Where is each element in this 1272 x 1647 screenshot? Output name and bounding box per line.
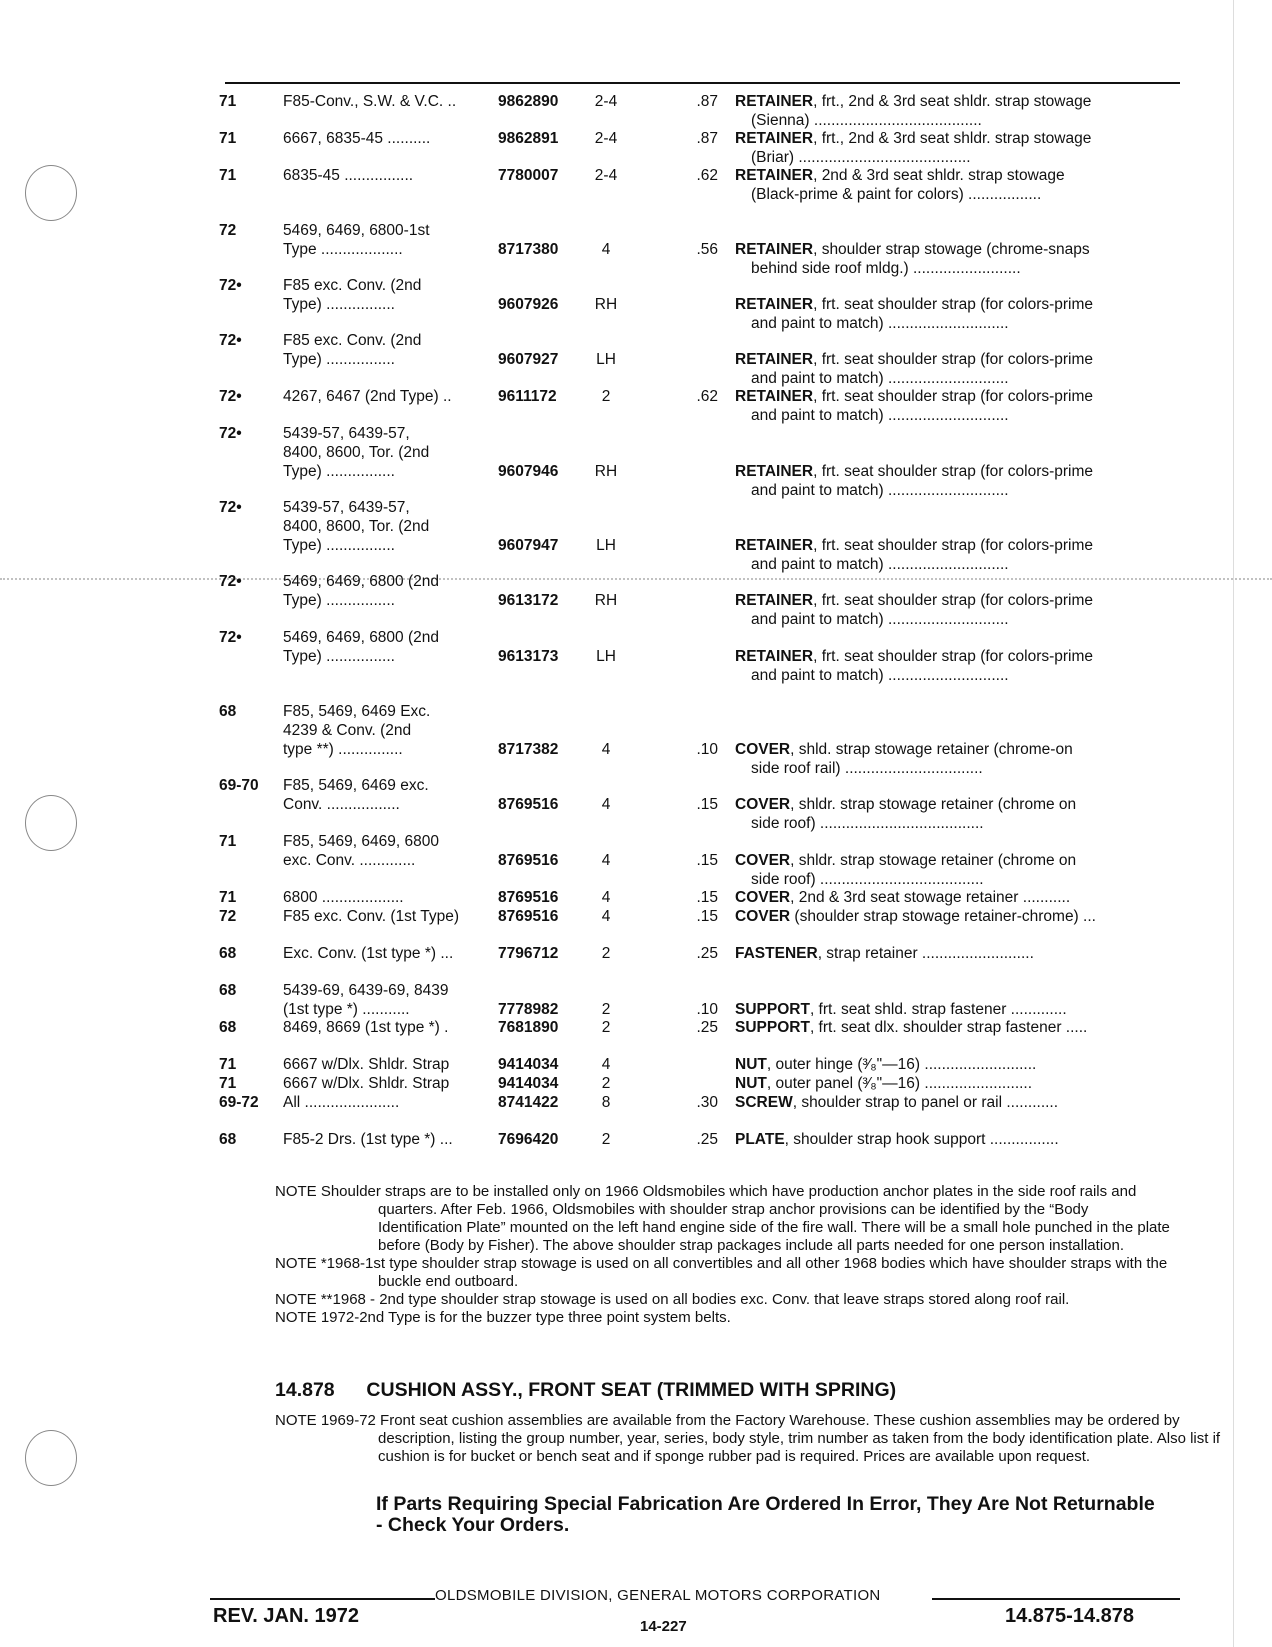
- description-continuation: and paint to match) ............................: [751, 482, 1009, 499]
- part-description: , shldr. strap stowage retainer (chrome on: [790, 796, 1077, 813]
- price-cell: .62: [696, 167, 718, 184]
- year-cell: 71: [219, 833, 237, 850]
- notes-block: [275, 1183, 1175, 1327]
- description-line: [735, 240, 1175, 259]
- price-cell: .15: [696, 908, 718, 925]
- year-cell: 71: [219, 889, 237, 906]
- part-number-cell: 9607927: [498, 351, 559, 368]
- year-cell: 68: [219, 1131, 237, 1148]
- description-line: [735, 907, 1175, 926]
- part-number-cell: 7778982: [498, 1001, 559, 1018]
- part-number-cell: 9607926: [498, 296, 559, 313]
- description-line: [735, 387, 1175, 406]
- quantity-cell: 4: [601, 908, 611, 925]
- model-line: F85 exc. Conv. (2nd: [283, 332, 422, 349]
- year-cell: 72•: [219, 277, 242, 294]
- model-line: Type) ................: [283, 463, 395, 480]
- model-line: Type) ................: [283, 648, 395, 665]
- page-number: 14-227: [640, 1618, 687, 1635]
- part-number-cell: 8769516: [498, 908, 559, 925]
- part-number-cell: 9613172: [498, 592, 559, 609]
- part-name: NUT: [735, 1056, 767, 1073]
- price-cell: .10: [696, 1001, 718, 1018]
- model-cell: [283, 1093, 493, 1112]
- quantity-cell: RH: [594, 463, 618, 480]
- model-line: F85, 5469, 6469 exc.: [283, 777, 429, 794]
- year-cell: 68: [219, 703, 237, 720]
- description-cell: [735, 129, 1175, 167]
- model-line: 4267, 6467 (2nd Type) ..: [283, 388, 452, 405]
- part-name: COVER: [735, 889, 791, 906]
- model-cell: [283, 129, 493, 148]
- note: NOTE **1968 - 2nd type shoulder strap stowage is used on all bodies exc. Conv. that leave straps stored along roof rail.: [275, 1291, 1070, 1308]
- part-name: SCREW: [735, 1094, 793, 1111]
- part-number-cell: 8769516: [498, 852, 559, 869]
- model-line: 6667 w/Dlx. Shldr. Strap: [283, 1056, 450, 1073]
- model-cell: [283, 907, 493, 926]
- part-description: (shoulder strap stowage retainer-chrome) ...: [790, 908, 1096, 925]
- description-cell: [735, 1130, 1175, 1149]
- footer-rule-left: [210, 1598, 435, 1600]
- quantity-cell: 2: [601, 1019, 611, 1036]
- quantity-cell: 2: [601, 1001, 611, 1018]
- part-number-cell: 8741422: [498, 1094, 559, 1111]
- description-line: [735, 1093, 1175, 1112]
- model-cell: [283, 702, 493, 759]
- price-cell: .25: [696, 945, 718, 962]
- description-cell: [735, 350, 1175, 388]
- quantity-cell: 2: [601, 1131, 611, 1148]
- year-cell: 72•: [219, 573, 242, 590]
- description-cell: [735, 387, 1175, 425]
- footer-rule-right: [932, 1598, 1180, 1600]
- part-description: , shoulder strap stowage (chrome-snaps: [813, 241, 1090, 258]
- model-cell: [283, 166, 493, 185]
- model-cell: [283, 572, 493, 610]
- quantity-cell: 8: [601, 1094, 611, 1111]
- price-cell: .25: [696, 1019, 718, 1036]
- part-number-cell: 9611172: [498, 388, 557, 405]
- part-name: RETAINER: [735, 130, 814, 147]
- note: NOTE 1972-2nd Type is for the buzzer type three point system belts.: [275, 1309, 731, 1326]
- part-name: RETAINER: [735, 463, 814, 480]
- model-cell: [283, 331, 493, 369]
- part-description: , frt. seat shoulder strap (for colors-prime: [813, 537, 1094, 554]
- description-cell: [735, 740, 1175, 778]
- year-cell: 71: [219, 93, 237, 110]
- part-name: RETAINER: [735, 296, 814, 313]
- description-cell: [735, 944, 1175, 963]
- footer-division: OLDSMOBILE DIVISION, GENERAL MOTORS CORPORATION: [435, 1587, 881, 1604]
- model-line: 4239 & Conv. (2nd: [283, 722, 412, 739]
- part-description: , shldr. strap stowage retainer (chrome on: [790, 852, 1077, 869]
- description-cell: [735, 1074, 1175, 1093]
- model-line: Type) ................: [283, 296, 395, 313]
- part-number-cell: 9414034: [498, 1056, 559, 1073]
- year-cell: 71: [219, 130, 237, 147]
- part-description: , frt. seat shoulder strap (for colors-prime: [813, 388, 1094, 405]
- part-description: , shld. strap stowage retainer (chrome-on: [790, 741, 1073, 758]
- description-cell: [735, 1093, 1175, 1112]
- model-line: Type) ................: [283, 537, 395, 554]
- description-continuation: and paint to match) ............................: [751, 667, 1009, 684]
- quantity-cell: 4: [601, 741, 611, 758]
- quantity-cell: 4: [601, 241, 611, 258]
- quantity-cell: 2: [601, 1075, 611, 1092]
- part-name: NUT: [735, 1075, 767, 1092]
- part-number-cell: 9607946: [498, 463, 559, 480]
- model-cell: [283, 498, 493, 555]
- part-number-cell: 9414034: [498, 1075, 559, 1092]
- model-line: 5469, 6469, 6800-1st: [283, 222, 430, 239]
- price-cell: .30: [696, 1094, 718, 1111]
- description-cell: [735, 536, 1175, 574]
- model-cell: [283, 888, 493, 907]
- year-cell: 72•: [219, 425, 242, 442]
- year-cell: 72•: [219, 332, 242, 349]
- description-line: [735, 944, 1175, 963]
- description-continuation: and paint to match) ............................: [751, 611, 1009, 628]
- part-description: , 2nd & 3rd seat stowage retainer ...........: [790, 889, 1071, 906]
- description-line: [735, 591, 1175, 610]
- part-number-cell: 9862891: [498, 130, 559, 147]
- part-description: , outer hinge (³⁄₈"—16) ..........................: [766, 1056, 1037, 1073]
- description-line: [735, 536, 1175, 555]
- part-description: , frt. seat shoulder strap (for colors-prime: [813, 463, 1094, 480]
- part-description: , shoulder strap hook support ................: [784, 1131, 1059, 1148]
- model-line: Exc. Conv. (1st type *) ...: [283, 945, 454, 962]
- part-number-cell: 8769516: [498, 796, 559, 813]
- description-continuation: (Briar) ........................................: [751, 149, 971, 166]
- model-line: 5439-69, 6439-69, 8439: [283, 982, 449, 999]
- part-name: SUPPORT: [735, 1001, 810, 1018]
- model-cell: [283, 424, 493, 481]
- description-continuation: and paint to match) ............................: [751, 315, 1009, 332]
- scan-artifact: [0, 578, 1272, 584]
- model-line: F85-2 Drs. (1st type *) ...: [283, 1131, 453, 1148]
- model-cell: [283, 221, 493, 259]
- description-cell: [735, 462, 1175, 500]
- model-line: 5439-57, 6439-57,: [283, 499, 410, 516]
- description-cell: [735, 591, 1175, 629]
- part-description: , frt. seat dlx. shoulder strap fastener .....: [809, 1019, 1088, 1036]
- part-name: PLATE: [735, 1131, 785, 1148]
- year-cell: 72•: [219, 388, 242, 405]
- price-cell: .25: [696, 1131, 718, 1148]
- section-note: NOTE 1969-72 Front seat cushion assemblies are available from the Factory Warehouse. These cushion assemblies may be ordered by description, listing the group number, year, series, body style, trim number as taken from the body identification plate. Also list if cushion is for bucket or bench seat and if sponge rubber pad is required. Prices are available upon request.: [275, 1412, 1221, 1465]
- part-number-cell: 8769516: [498, 889, 559, 906]
- year-cell: 72: [219, 908, 237, 925]
- part-name: RETAINER: [735, 241, 814, 258]
- quantity-cell: 2-4: [594, 167, 618, 184]
- model-cell: [283, 1055, 493, 1074]
- model-line: F85-Conv., S.W. & V.C. ..: [283, 93, 457, 110]
- year-cell: 69-72: [219, 1094, 259, 1111]
- revision-date: REV. JAN. 1972: [213, 1605, 360, 1627]
- part-number-cell: 7780007: [498, 167, 559, 184]
- description-line: [735, 1000, 1175, 1019]
- part-name: SUPPORT: [735, 1019, 810, 1036]
- quantity-cell: LH: [596, 351, 616, 368]
- model-line: All ......................: [283, 1094, 400, 1111]
- model-cell: [283, 387, 493, 406]
- description-line: [735, 888, 1175, 907]
- quantity-cell: 4: [601, 889, 611, 906]
- model-line: F85 exc. Conv. (1st Type): [283, 908, 460, 925]
- part-name: FASTENER: [735, 945, 818, 962]
- punch-hole: [25, 1430, 77, 1486]
- description-cell: [735, 1018, 1175, 1037]
- year-cell: 72•: [219, 629, 242, 646]
- description-line: [735, 1018, 1175, 1037]
- part-name: COVER: [735, 741, 791, 758]
- price-cell: .10: [696, 741, 718, 758]
- year-cell: 69-70: [219, 777, 259, 794]
- description-continuation: side roof) ......................................: [751, 871, 984, 888]
- description-cell: [735, 1000, 1175, 1019]
- part-description: , strap retainer ..........................: [817, 945, 1034, 962]
- description-cell: [735, 907, 1175, 926]
- description-cell: [735, 240, 1175, 278]
- year-cell: 68: [219, 982, 237, 999]
- description-cell: [735, 295, 1175, 333]
- model-cell: [283, 276, 493, 314]
- description-line: [735, 851, 1175, 870]
- quantity-cell: 2: [601, 945, 611, 962]
- section-title: CUSHION ASSY., FRONT SEAT (TRIMMED WITH SPRING): [366, 1379, 897, 1401]
- punch-hole: [25, 165, 77, 221]
- price-cell: .15: [696, 889, 718, 906]
- price-cell: .56: [696, 241, 718, 258]
- model-line: F85, 5469, 6469 Exc.: [283, 703, 431, 720]
- warning-text: If Parts Requiring Special Fabrication Are Ordered In Error, They Are Not Returnable - Check Your Orders.: [376, 1493, 1155, 1536]
- model-cell: [283, 92, 493, 111]
- part-description: , outer panel (³⁄₈"—16) .........................: [766, 1075, 1033, 1092]
- model-line: 6835-45 ................: [283, 167, 414, 184]
- quantity-cell: RH: [594, 296, 618, 313]
- part-name: RETAINER: [735, 351, 814, 368]
- price-cell: .62: [696, 388, 718, 405]
- note: NOTE *1968-1st type shoulder strap stowage is used on all convertibles and all other 1968 bodies which have shoulder straps with the buckle end outboard.: [275, 1255, 1168, 1290]
- model-line: Type ...................: [283, 241, 403, 258]
- description-continuation: and paint to match) ............................: [751, 556, 1009, 573]
- model-line: 6667 w/Dlx. Shldr. Strap: [283, 1075, 450, 1092]
- scan-edge: [1233, 0, 1234, 1647]
- section-range: 14.875-14.878: [1005, 1605, 1135, 1627]
- punch-hole: [25, 795, 77, 851]
- model-cell: [283, 1018, 493, 1037]
- model-line: 6667, 6835-45 ..........: [283, 130, 431, 147]
- quantity-cell: 2-4: [594, 130, 618, 147]
- part-name: RETAINER: [735, 537, 814, 554]
- description-continuation: (Sienna) .......................................: [751, 112, 982, 129]
- description-continuation: side roof) ......................................: [751, 815, 984, 832]
- model-line: 5469, 6469, 6800 (2nd: [283, 573, 439, 590]
- part-number-cell: 9613173: [498, 648, 559, 665]
- price-cell: .87: [696, 130, 718, 147]
- year-cell: 71: [219, 1075, 237, 1092]
- description-line: [735, 1130, 1175, 1149]
- part-name: COVER: [735, 852, 791, 869]
- description-cell: [735, 647, 1175, 685]
- model-line: Type) ................: [283, 351, 395, 368]
- section-heading: [275, 1381, 896, 1400]
- model-line: F85 exc. Conv. (2nd: [283, 277, 422, 294]
- year-cell: 71: [219, 167, 237, 184]
- description-line: [735, 166, 1175, 185]
- model-cell: [283, 1074, 493, 1093]
- part-number-cell: 8717382: [498, 741, 559, 758]
- model-cell: [283, 981, 493, 1019]
- part-name: RETAINER: [735, 388, 814, 405]
- part-description: , frt. seat shoulder strap (for colors-prime: [813, 592, 1094, 609]
- year-cell: 71: [219, 1056, 237, 1073]
- model-cell: [283, 628, 493, 666]
- quantity-cell: 4: [601, 852, 611, 869]
- part-description: , shoulder strap to panel or rail ............: [792, 1094, 1059, 1111]
- description-cell: [735, 795, 1175, 833]
- model-line: 8400, 8600, Tor. (2nd: [283, 444, 430, 461]
- quantity-cell: LH: [596, 537, 616, 554]
- description-continuation: behind side roof mldg.) .........................: [751, 260, 1021, 277]
- section-number: 14.878: [275, 1379, 335, 1401]
- model-cell: [283, 944, 493, 963]
- model-line: 8400, 8600, Tor. (2nd: [283, 518, 430, 535]
- part-description: , frt. seat shoulder strap (for colors-prime: [813, 296, 1094, 313]
- part-name: RETAINER: [735, 167, 814, 184]
- header-rule: [225, 82, 1180, 84]
- model-line: (1st type *) ...........: [283, 1001, 410, 1018]
- price-cell: .15: [696, 796, 718, 813]
- year-cell: 68: [219, 1019, 237, 1036]
- quantity-cell: 2-4: [594, 93, 618, 110]
- description-continuation: and paint to match) ............................: [751, 370, 1009, 387]
- year-cell: 68: [219, 945, 237, 962]
- model-line: 8469, 8669 (1st type *) .: [283, 1019, 449, 1036]
- part-number-cell: 7681890: [498, 1019, 559, 1036]
- quantity-cell: LH: [596, 648, 616, 665]
- note: NOTE Shoulder straps are to be installed only on 1966 Oldsmobiles which have production anchor plates in the side roof rails and quarters. After Feb. 1966, Oldsmobiles with shoulder strap anchor provisions can be identified by the “Body Identification Plate” mounted on the left hand engine side of the fire wall. There will be a small hole punched in the plate before (Body by Fisher). The above shoulder strap packages include all parts needed for one person installation.: [275, 1183, 1170, 1254]
- part-number-cell: 8717380: [498, 241, 559, 258]
- model-line: 6800 ...................: [283, 889, 404, 906]
- quantity-cell: 4: [601, 796, 611, 813]
- model-line: Conv. .................: [283, 796, 400, 813]
- part-name: COVER: [735, 908, 791, 925]
- part-description: , frt. seat shoulder strap (for colors-prime: [813, 351, 1094, 368]
- model-cell: [283, 832, 493, 870]
- part-number-cell: 9607947: [498, 537, 559, 554]
- model-cell: [283, 776, 493, 814]
- model-line: 5469, 6469, 6800 (2nd: [283, 629, 439, 646]
- description-continuation: side roof rail) ................................: [751, 760, 983, 777]
- model-line: exc. Conv. .............: [283, 852, 416, 869]
- model-line: F85, 5469, 6469, 6800: [283, 833, 439, 850]
- description-line: [735, 295, 1175, 314]
- description-line: [735, 647, 1175, 666]
- model-cell: [283, 1130, 493, 1149]
- description-cell: [735, 1055, 1175, 1074]
- description-line: [735, 740, 1175, 759]
- description-line: [735, 1074, 1175, 1093]
- description-line: [735, 795, 1175, 814]
- model-line: Type) ................: [283, 592, 395, 609]
- quantity-cell: 2: [601, 388, 611, 405]
- description-line: [735, 350, 1175, 369]
- description-line: [735, 1055, 1175, 1074]
- part-name: RETAINER: [735, 592, 814, 609]
- part-description: , frt., 2nd & 3rd seat shldr. strap stowage: [813, 93, 1092, 110]
- part-description: , frt. seat shld. strap fastener .............: [809, 1001, 1067, 1018]
- price-cell: .15: [696, 852, 718, 869]
- model-line: type **) ...............: [283, 741, 403, 758]
- part-number-cell: 7796712: [498, 945, 559, 962]
- year-cell: 72•: [219, 499, 242, 516]
- quantity-cell: RH: [594, 592, 618, 609]
- quantity-cell: 4: [601, 1056, 611, 1073]
- part-name: COVER: [735, 796, 791, 813]
- description-cell: [735, 166, 1175, 204]
- part-description: , frt. seat shoulder strap (for colors-prime: [813, 648, 1094, 665]
- year-cell: 72: [219, 222, 237, 239]
- part-name: RETAINER: [735, 648, 814, 665]
- price-cell: .87: [696, 93, 718, 110]
- description-line: [735, 462, 1175, 481]
- part-name: RETAINER: [735, 93, 814, 110]
- part-description: , 2nd & 3rd seat shldr. strap stowage: [813, 167, 1065, 184]
- description-continuation: (Black-prime & paint for colors) .................: [751, 186, 1042, 203]
- part-description: , frt., 2nd & 3rd seat shldr. strap stowage: [813, 130, 1092, 147]
- description-cell: [735, 92, 1175, 130]
- description-line: [735, 129, 1175, 148]
- description-cell: [735, 888, 1175, 907]
- part-number-cell: 9862890: [498, 93, 559, 110]
- description-cell: [735, 851, 1175, 889]
- part-number-cell: 7696420: [498, 1131, 559, 1148]
- model-line: 5439-57, 6439-57,: [283, 425, 410, 442]
- description-continuation: and paint to match) ............................: [751, 407, 1009, 424]
- description-line: [735, 92, 1175, 111]
